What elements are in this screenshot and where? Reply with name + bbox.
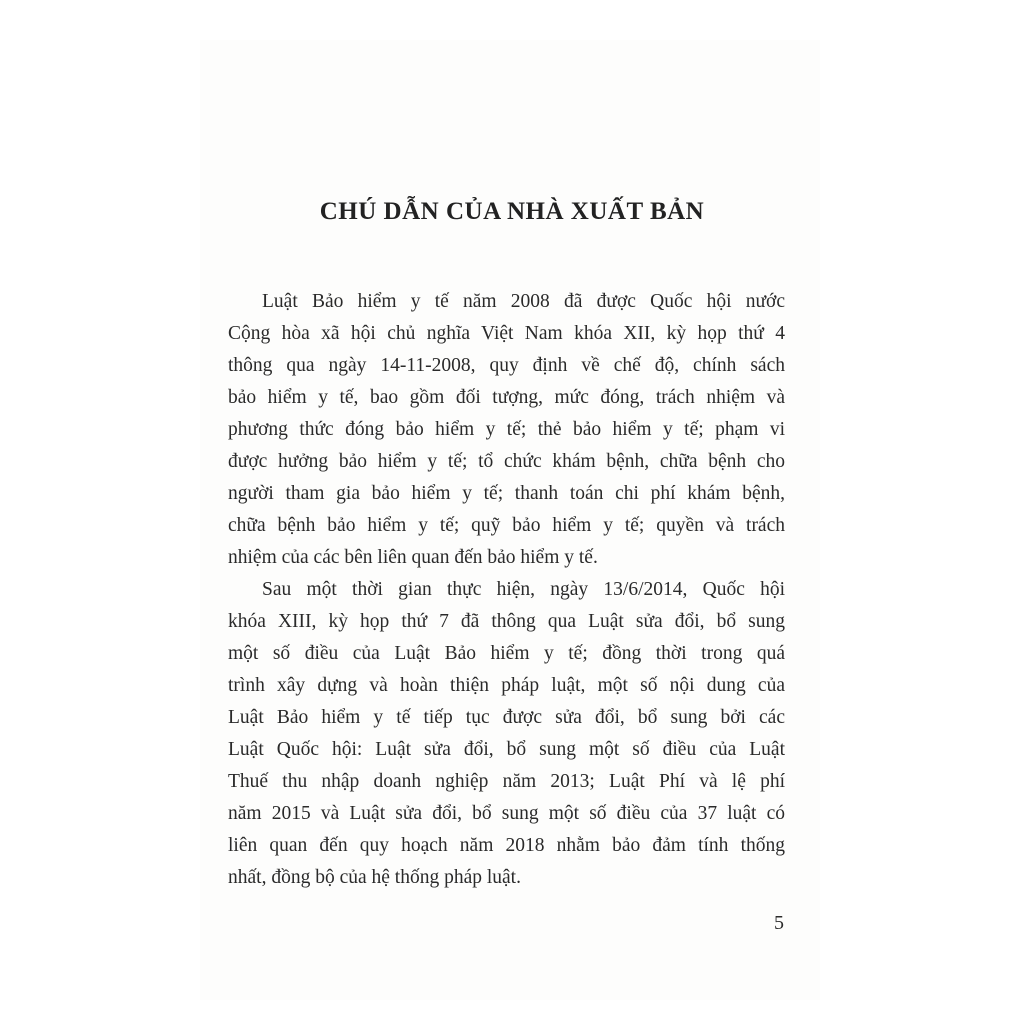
text-line: thông qua ngày 14-11-2008, quy định về chế độ, chính sách	[228, 355, 785, 376]
text-line: Luật Quốc hội: Luật sửa đổi, bổ sung một số điều của Luật	[228, 739, 785, 760]
text-line: phương thức đóng bảo hiểm y tế; thẻ bảo hiểm y tế; phạm vi	[228, 419, 785, 440]
text-line: được hưởng bảo hiểm y tế; tổ chức khám bệnh, chữa bệnh cho	[228, 451, 785, 472]
text-line: Luật Bảo hiểm y tế năm 2008 đã được Quốc hội nước	[262, 291, 785, 312]
body-text	[228, 286, 785, 894]
text-line: người tham gia bảo hiểm y tế; thanh toán chi phí khám bệnh,	[228, 483, 785, 504]
text-line: một số điều của Luật Bảo hiểm y tế; đồng thời trong quá	[228, 643, 785, 664]
text-line: bảo hiểm y tế, bao gồm đối tượng, mức đóng, trách nhiệm và	[228, 387, 785, 408]
text-line: trình xây dựng và hoàn thiện pháp luật, một số nội dung của	[228, 675, 785, 696]
page-number: 5	[774, 912, 784, 934]
text-line: Cộng hòa xã hội chủ nghĩa Việt Nam khóa XII, kỳ họp thứ 4	[228, 323, 785, 344]
text-line: chữa bệnh bảo hiểm y tế; quỹ bảo hiểm y tế; quyền và trách	[228, 515, 785, 536]
text-line: liên quan đến quy hoạch năm 2018 nhằm bảo đảm tính thống	[228, 835, 785, 856]
text-line: nhất, đồng bộ của hệ thống pháp luật.	[228, 867, 521, 888]
text-line: Sau một thời gian thực hiện, ngày 13/6/2014, Quốc hội	[262, 579, 785, 600]
text-line: năm 2015 và Luật sửa đổi, bổ sung một số điều của 37 luật có	[228, 803, 785, 824]
text-line: khóa XIII, kỳ họp thứ 7 đã thông qua Luật sửa đổi, bổ sung	[228, 611, 785, 632]
text-line: nhiệm của các bên liên quan đến bảo hiểm y tế.	[228, 547, 598, 568]
page-title: CHÚ DẪN CỦA NHÀ XUẤT BẢN	[319, 198, 705, 225]
text-line: Thuế thu nhập doanh nghiệp năm 2013; Luật Phí và lệ phí	[228, 771, 785, 792]
text-line: Luật Bảo hiểm y tế tiếp tục được sửa đổi, bổ sung bởi các	[228, 707, 785, 728]
